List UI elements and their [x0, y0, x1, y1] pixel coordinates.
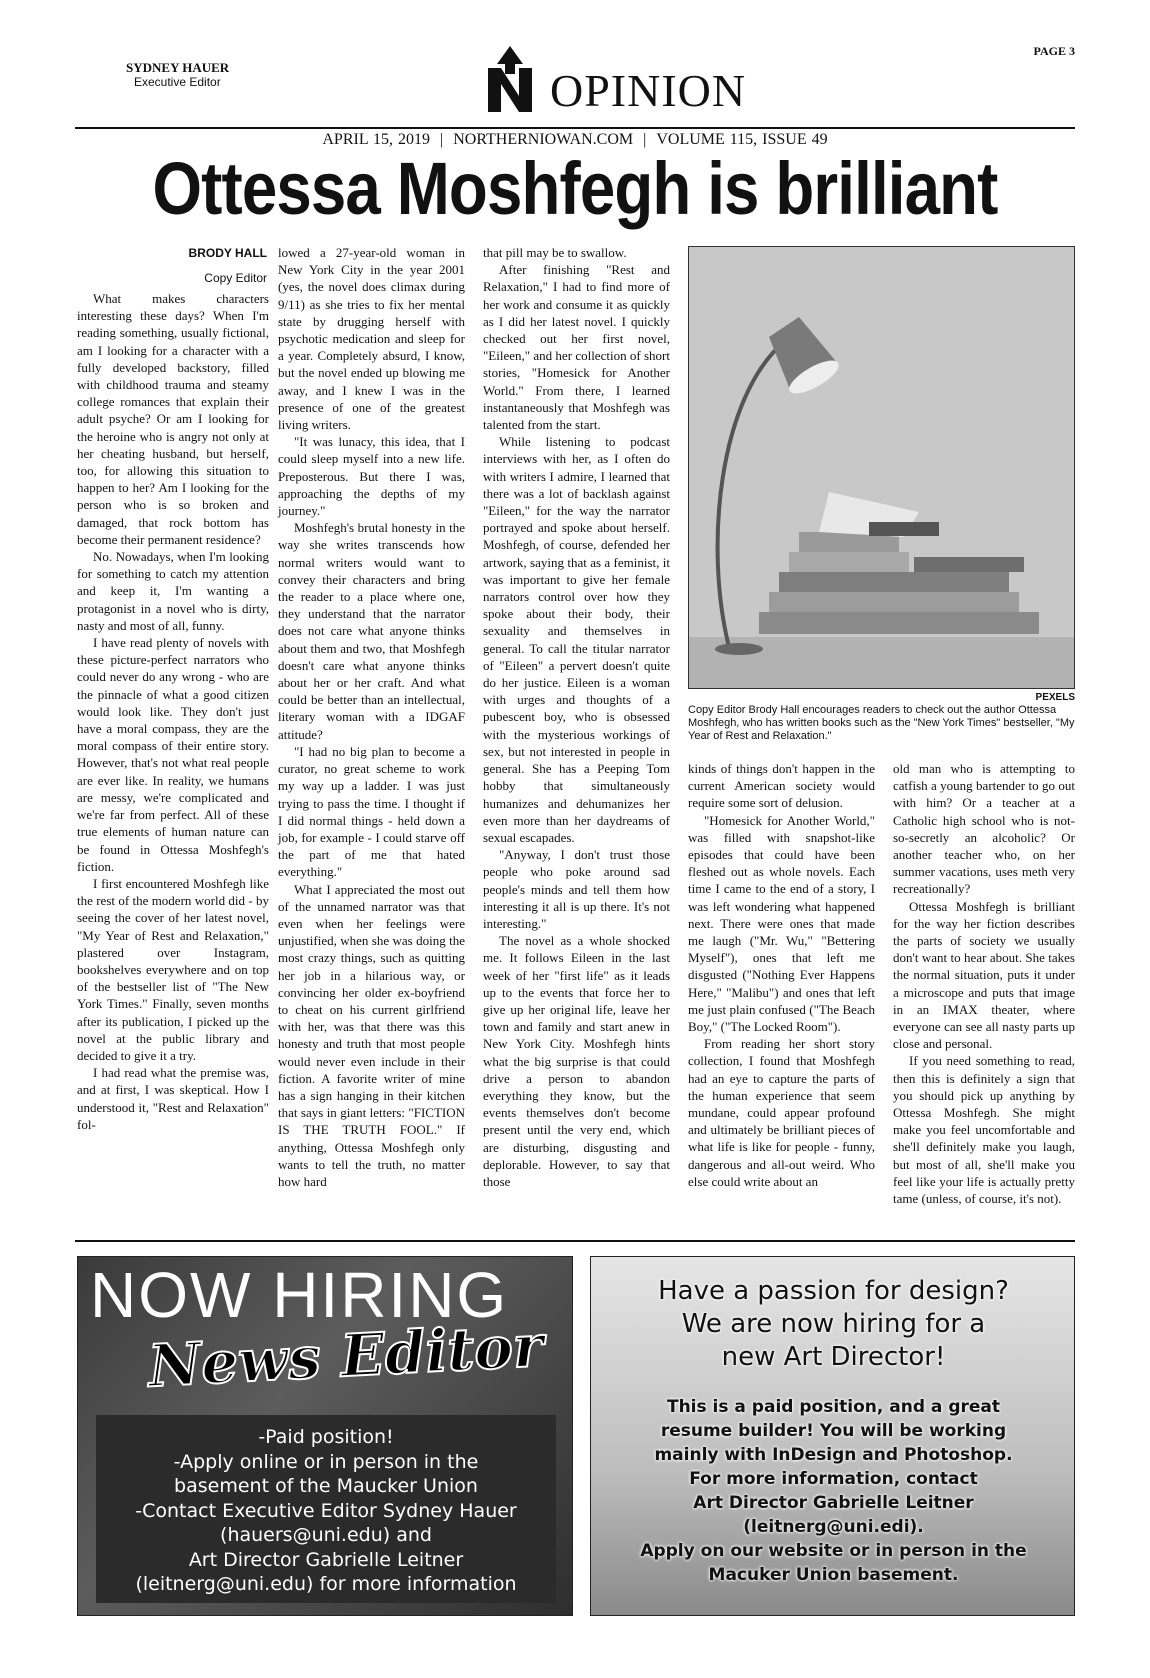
article-column-2	[278, 244, 465, 1190]
paragraph: What I appreciated the most out of the unnamed narrator was that even when her feelings were unjustified, when she was doing the most crazy things, such as quitting her job in a hilarious way, or convincing her older ex-boyfriend to cheat on his current girlfriend with her, was that there was this honesty and truth that most people would never even include in their fiction. A favorite writer of mine has a sign hanging in their kitchen that says in giant letters: "FICTION IS THE TRUTH FOOL." If anything, Ottessa Moshfegh only wants to tell the truth, no matter how hard	[278, 881, 465, 1189]
ad-line: (leitnerg@uni.edi).	[743, 1517, 924, 1537]
ad-heading	[591, 1275, 1075, 1374]
section-title: OPINION	[550, 65, 747, 116]
ad-heading-line: We are now hiring for a	[681, 1309, 986, 1339]
article-end-rule	[75, 1240, 1075, 1242]
paragraph: What makes characters interesting these days? When I'm reading something, usually fictional, am I looking for a character with a fully developed backstory, filled with childhood trauma and steamy college romances that explain their adult psyche? Or am I looking for the heroine who is angry not only at her cheating husband, but herself, too, for allowing this situation to happen to her? Am I looking for the person who is so broken and damaged, that rock bottom has become their permanent residence?	[77, 291, 269, 547]
news-editor-hiring-ad	[77, 1256, 573, 1616]
ad-heading-line: new Art Director!	[721, 1342, 946, 1372]
paragraph: From reading her short story collection, I found that Moshfegh had an eye to capture the parts of the human experience that seem mundane, could appear profound and ultimately be brilliant pieces of what life is like for people - funny, dangerous and all-out weird. Who else could write about an	[688, 1036, 875, 1189]
paragraph: While listening to podcast interviews with her, as I often do with writers I admire, I learned that there was a lot of backlash against "Eileen," for the way the narrator portrayed and spoke about herself. Moshfegh, of course, defended her artwork, saying that as a feminist, it was important to give her female narrators control over how they spoke about their body, their sexuality and themselves in general. To call the titular narrator of "Eileen" a pervert doesn't quite do her justice. Eileen is a woman with urges and thoughts of a pubescent boy, who is obsessed with the mysterious workings of sex, but not interested in people in general. She has a Peeping Tom hobby that simultaneously humanizes and dehumanizes her even more than her daydreams of sexual escapades.	[483, 434, 670, 845]
paragraph: Moshfegh's brutal honesty in the way she writes transcends how normal writers would want to convey their characters and bring the reader to a place where one, they understand that the narrator does not care what anyone thinks about them and two, that Moshfegh doesn't care what anyone thinks about her or her craft. And what could be better than an intellectual, literary woman with a IDGAF attitude?	[278, 520, 465, 742]
ad-body	[96, 1425, 556, 1597]
paragraph: kinds of things don't happen in the current American society would require some sort of delusion.	[688, 761, 875, 811]
paragraph: If you need something to read, then this is definitely a sign that you should pick up anything by Ottessa Moshfegh. She might make you feel uncomfortable and she'll definitely make you laugh, but most of all, she'll make you feel like your life is actually pretty tame (unless, of course, it's not).	[893, 1053, 1075, 1207]
article-column-5	[893, 760, 1075, 1207]
ad-line: resume builder! You will be working	[660, 1421, 1007, 1441]
article-headline: Ottessa Moshfegh is brilliant	[152, 147, 998, 230]
ad-line: Art Director Gabrielle Leitner	[693, 1493, 974, 1513]
article-column-3	[483, 244, 670, 1190]
paragraph: "I had no big plan to become a curator, no great scheme to work my way up a ladder. I was just trying to pass the time. I thought if I did normal things - held down a job, for example - I could starve off the part of me that hated everything."	[278, 743, 465, 880]
ad-line: This is a paid position, and a great	[666, 1397, 1000, 1417]
art-director-hiring-ad	[590, 1256, 1075, 1616]
paragraph: "It was lunacy, this idea, that I could sleep myself into a new life. Preposterous. But there I was, approaching the depths of my journey."	[278, 434, 465, 519]
ad-line: Apply on our website or in person in the	[640, 1541, 1027, 1561]
ad-line: For more information, contact	[689, 1469, 978, 1489]
ad-line: mainly with InDesign and Photoshop.	[654, 1445, 1013, 1465]
photo-caption: Copy Editor Brody Hall encourages readers to check out the author Ottessa Moshfegh, who has written books such as the "New York Times" bestseller, "My Year of Rest and Relaxation."	[688, 704, 1075, 742]
paragraph: Ottessa Moshfegh is brilliant for the way her fiction describes the parts of society we usually don't want to hear about. She takes the normal situation, puts it under a microscope and puts that image in an IMAX theater, where everyone can see all nasty parts up close and personal.	[893, 898, 1075, 1052]
executive-editor-role: Executive Editor	[134, 75, 221, 89]
paragraph: old man who is attempting to catfish a young bartender to go out with him? Or a teacher at a Catholic high school who is not-so-secretly an alcoholic? Or another teacher who, on her summer vacations, uses meth very recreationally?	[893, 761, 1075, 897]
ad-heading-line: Have a passion for design?	[658, 1276, 1009, 1306]
ad-line: (hauers@uni.edu) and	[220, 1524, 432, 1546]
dateline: APRIL 15, 2019 | NORTHERNIOWAN.COM | VOLUME 115, ISSUE 49	[322, 131, 828, 148]
article-column-4	[688, 760, 875, 1190]
paragraph: I had read what the premise was, and at first, I was skeptical. How I understood it, "Rest and Relaxation" fol-	[77, 1065, 269, 1132]
lamp-and-books-photo	[688, 246, 1075, 689]
executive-editor-name: SYDNEY HAUER	[126, 60, 230, 75]
paragraph: The novel as a whole shocked me. It follows Eileen in the last week of her "first life" as it leads up to the events that force her to give up her original life, leave her town and family and start anew in New York City. Moshfegh hints what the big surprise is that could drive a person to abandon everything they know, but the events themselves don't become present until the very end, which are disturbing, disgusting and deplorable. However, to say that those	[483, 933, 670, 1189]
paragraph: "Anyway, I don't trust those people who poke around sad people's minds and tell them how interesting it all is up there. It's not interesting."	[483, 847, 670, 931]
header-rule	[75, 127, 1075, 129]
photo-credit: PEXELS	[1035, 692, 1075, 703]
ad-line: Art Director Gabrielle Leitner	[188, 1548, 464, 1571]
paragraph: that pill may be to swallow.	[483, 245, 627, 260]
volume-issue: VOLUME 115, ISSUE 49	[656, 131, 828, 148]
northern-iowan-logo	[485, 44, 535, 114]
paragraph: "Homesick for Another World," was filled with snapshot-like episodes that could have been fleshed out as whole novels. Each time I came to the end of a story, I was left wondering what happened next. There were ones that made me laugh ("Mr. Wu," "Bettering Myself"), ones that left me disgusted ("Nothing Ever Happens Here," "Malibu") and ones that left me just plain confused ("The Beach Boy," ("The Locked Room").	[688, 812, 875, 1035]
paragraph: lowed a 27-year-old woman in New York City in the year 2001 (yes, the novel does climax during 9/11) as she tries to fix her mental state by drugging herself with psychotic medication and sleep for a year. Completely absurd, I know, but the novel ended up blowing me away, and I knew I was in the presence of one of the greatest living writers.	[278, 245, 465, 433]
ad-body	[591, 1395, 1075, 1587]
ad-line: -Apply online or in person in the	[173, 1450, 479, 1473]
paragraph: I have read plenty of novels with these picture-perfect narrators who could never do any wrong - who are the pinnacle of what a good citizen would look like. They don't just have a moral compass, they are the moral compass of their entire story. However, that's not what real people are ever like. In reality, we humans are messy, we're complicated and we're far from perfect. All of these true elements of human nature can be found in Ottessa Moshfegh's fiction.	[77, 635, 269, 874]
ad-line: Macuker Union basement.	[708, 1565, 959, 1585]
article-column-1	[77, 290, 269, 1133]
ad-title: NOW HIRING	[90, 1259, 509, 1331]
ad-line: basement of the Maucker Union	[174, 1475, 478, 1497]
website: NORTHERNIOWAN.COM	[453, 131, 634, 148]
paragraph: I first encountered Moshfegh like the rest of the modern world did - by seeing the cover of her latest novel, "My Year of Rest and Relaxation," plastered over Instagram, bookshelves everywhere and on top of the bestseller list of "The New York Times." Finally, seven months after its publication, I picked up the novel at the public library and decided to give it a try.	[77, 875, 269, 1063]
ad-subtitle: News Editor	[146, 1311, 546, 1401]
ad-line: (leitnerg@uni.edu) for more information	[135, 1573, 517, 1595]
issue-date: APRIL 15, 2019	[322, 131, 430, 148]
byline-role: Copy Editor	[204, 271, 267, 285]
byline-author: BRODY HALL	[188, 246, 267, 260]
photo-illustration	[689, 247, 1075, 689]
paragraph: After finishing "Rest and Relaxation," I had to find more of her work and consume it as quickly as I did her latest novel. I quickly checked out her first novel, "Eileen," and her collection of short stories, "Homesick for Another World." From there, I learned instantaneously that Moshfegh was talented from the start.	[483, 262, 670, 433]
ad-line: -Paid position!	[258, 1426, 394, 1448]
page-number: PAGE 3	[1033, 44, 1075, 58]
ad-line: -Contact Executive Editor Sydney Hauer	[135, 1499, 517, 1522]
paragraph: No. Nowadays, when I'm looking for something to catch my attention and keep it, I'm wanting a protagonist in a novel who is dirty, nasty and most of all, funny.	[77, 549, 269, 633]
